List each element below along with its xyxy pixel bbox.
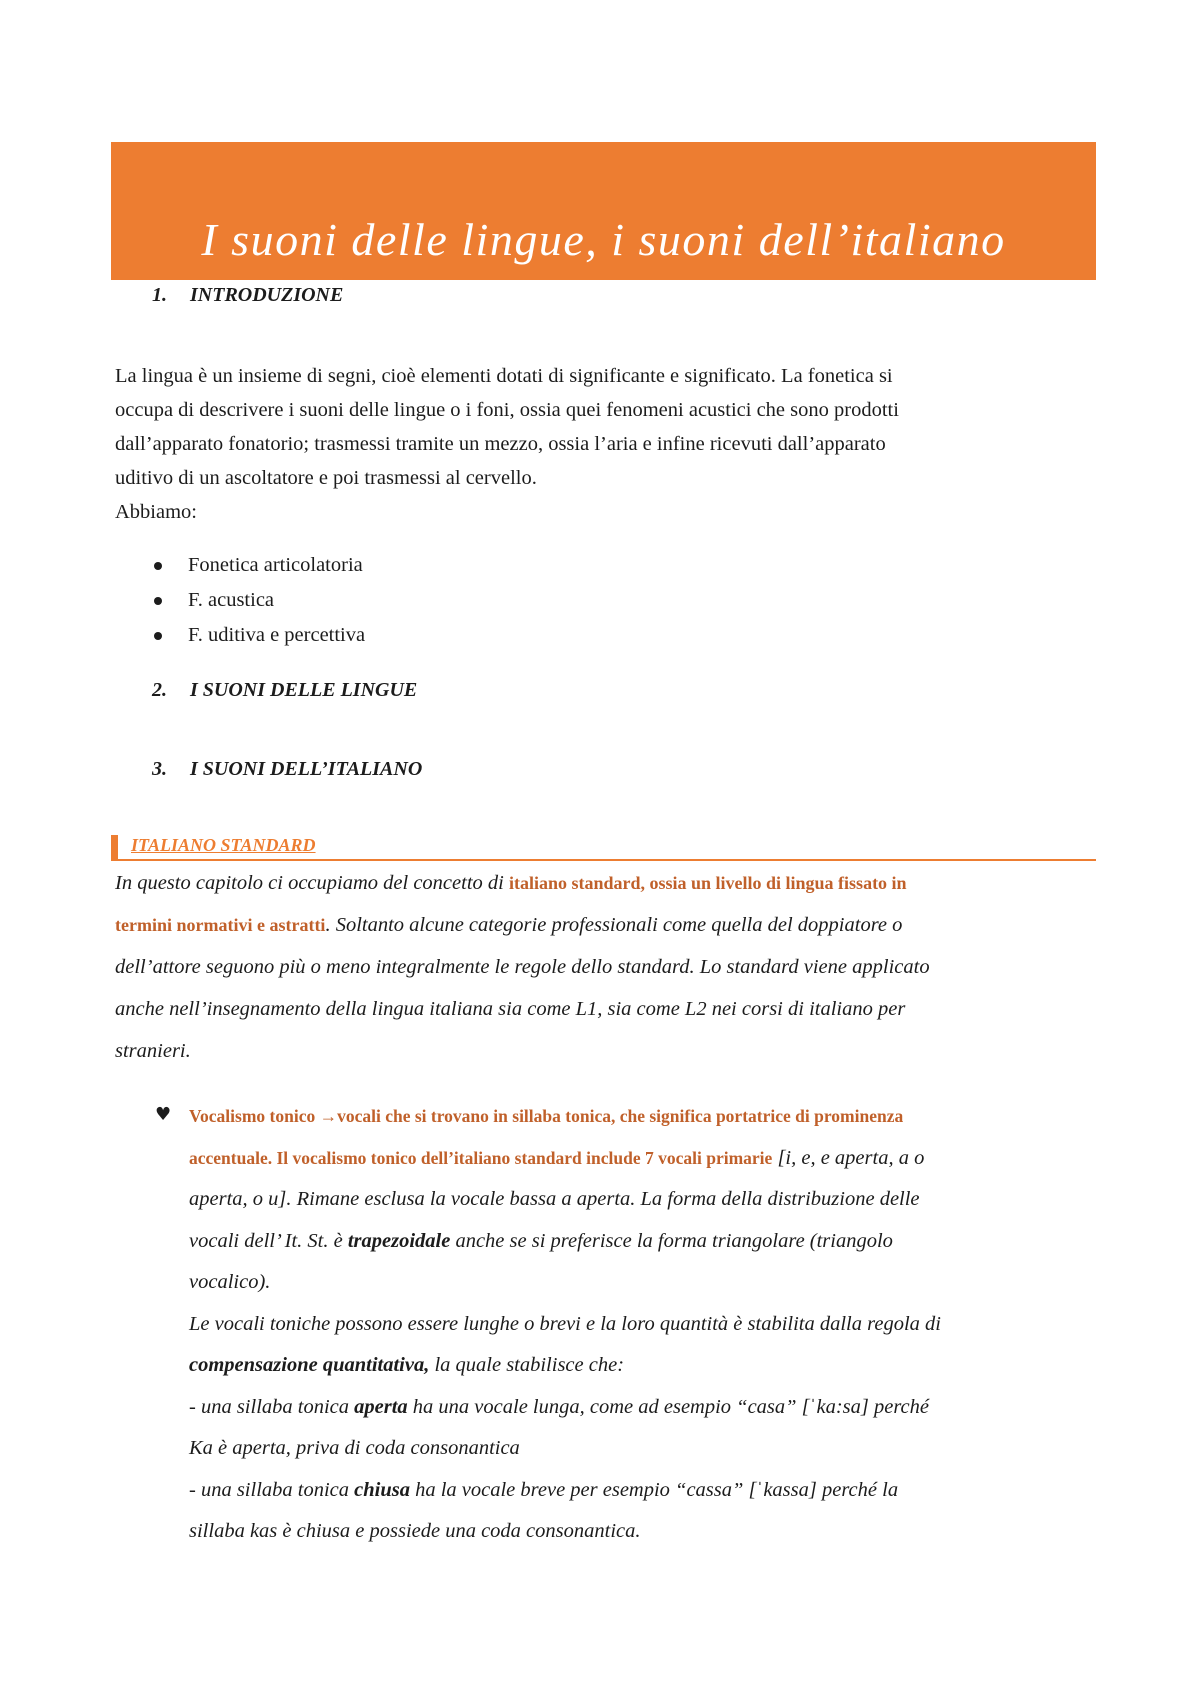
section-label: ITALIANO STANDARD — [131, 835, 316, 855]
abbiamo-line: Abbiamo: — [115, 501, 197, 523]
highlight-text: accentuale. Il vocalismo tonico dell’italiano standard include 7 vocali primarie — [189, 1147, 773, 1168]
standard-paragraph: In questo capitolo ci occupiamo del concetto di italiano standard, ossia un livello di lingua fissato in termini normativi e astratti. Soltanto alcune categorie professionali come quella del doppiatore o dell’attore seguono più o meno integralmente le regole dello standard. Lo standard viene applicato anche nell’insegnamento della lingua italiana sia come L1, sia come L2 nei corsi di italiano per stranieri. — [115, 872, 930, 1062]
bullet-dot-icon — [154, 597, 162, 605]
highlight-text: termini normativi e astratti — [115, 915, 326, 935]
bullet-dot-icon — [154, 632, 162, 640]
intro-line: dall’apparato fonatorio; trasmessi tramite un mezzo, ossia l’aria e infine ricevuti dall’apparato — [115, 433, 886, 455]
heading-introduzione — [152, 284, 343, 307]
intro-line: occupa di descrivere i suoni delle lingue o i foni, ossia quei fenomeni acustici che sono prodotti — [115, 399, 899, 421]
list-item: F. uditiva e percettiva — [152, 618, 365, 653]
document-title: I suoni delle lingue, i suoni dell’italiano — [201, 214, 1006, 265]
highlight-text: italiano standard, ossia un livello di lingua fissato in — [508, 873, 907, 893]
heading-number: 2. — [152, 679, 167, 701]
heading-number: 1. — [152, 284, 167, 306]
heading-suoni-lingue — [152, 679, 417, 702]
highlight-text: Vocalismo tonico →vocali che si trovano in sillaba tonica, che significa portatrice di prominenza — [189, 1106, 904, 1126]
heading-number: 3. — [152, 758, 167, 780]
section-header — [111, 835, 1096, 861]
intro-line: uditivo di un ascoltatore e poi trasmessi al cervello. — [115, 467, 537, 489]
intro-paragraph — [115, 359, 1075, 529]
title-banner — [111, 142, 1096, 280]
heading-text: INTRODUZIONE — [190, 284, 344, 306]
heading-text: I SUONI DELL’ITALIANO — [190, 758, 423, 780]
bold-term: aperta — [354, 1395, 408, 1418]
list-item: Fonetica articolatoria — [152, 548, 365, 583]
bullet-list — [152, 548, 365, 653]
heading-text: I SUONI DELLE LINGUE — [190, 679, 418, 701]
list-item: F. acustica — [152, 583, 365, 618]
vocalismo-body: Vocalismo tonico →vocali che si trovano in sillaba tonica, che significa portatrice di prominenza accentuale. Il vocalismo tonico dell’italiano standard include 7 vocali primarie [i, e, e aperta, a o aperta, o u]. Rimane esclusa la vocale bassa a aperta. La forma della distribuzione delle vocali dell’ It. St. è trapezoidale anche se si preferisce la forma triangolare (triangolo vocalico). Le vocali toniche possono essere lunghe o brevi e la loro quantità è stabilita dalla regola di compensazione quantitativa, la quale stabilisce che: - una sillaba tonica aperta ha una vocale lunga, come ad esempio “casa” [ˈka:sa] perché Ka è aperta, priva di coda consonantica - una sillaba tonica chiusa ha la vocale breve per esempio “cassa” [ˈkassa] perché la sillaba kas è chiusa e possiede una coda consonantica. — [189, 1106, 941, 1542]
bold-term: trapezoidale — [347, 1229, 451, 1252]
heart-bullet-icon: ♥ — [155, 1104, 172, 1125]
section-marker — [111, 835, 118, 859]
heading-suoni-italiano — [152, 758, 422, 781]
bold-term: chiusa — [354, 1478, 410, 1501]
intro-line: La lingua è un insieme di segni, cioè elementi dotati di significante e significato. La fonetica si — [115, 365, 893, 387]
bold-term: compensazione quantitativa, — [189, 1354, 430, 1376]
bullet-dot-icon — [154, 562, 162, 570]
